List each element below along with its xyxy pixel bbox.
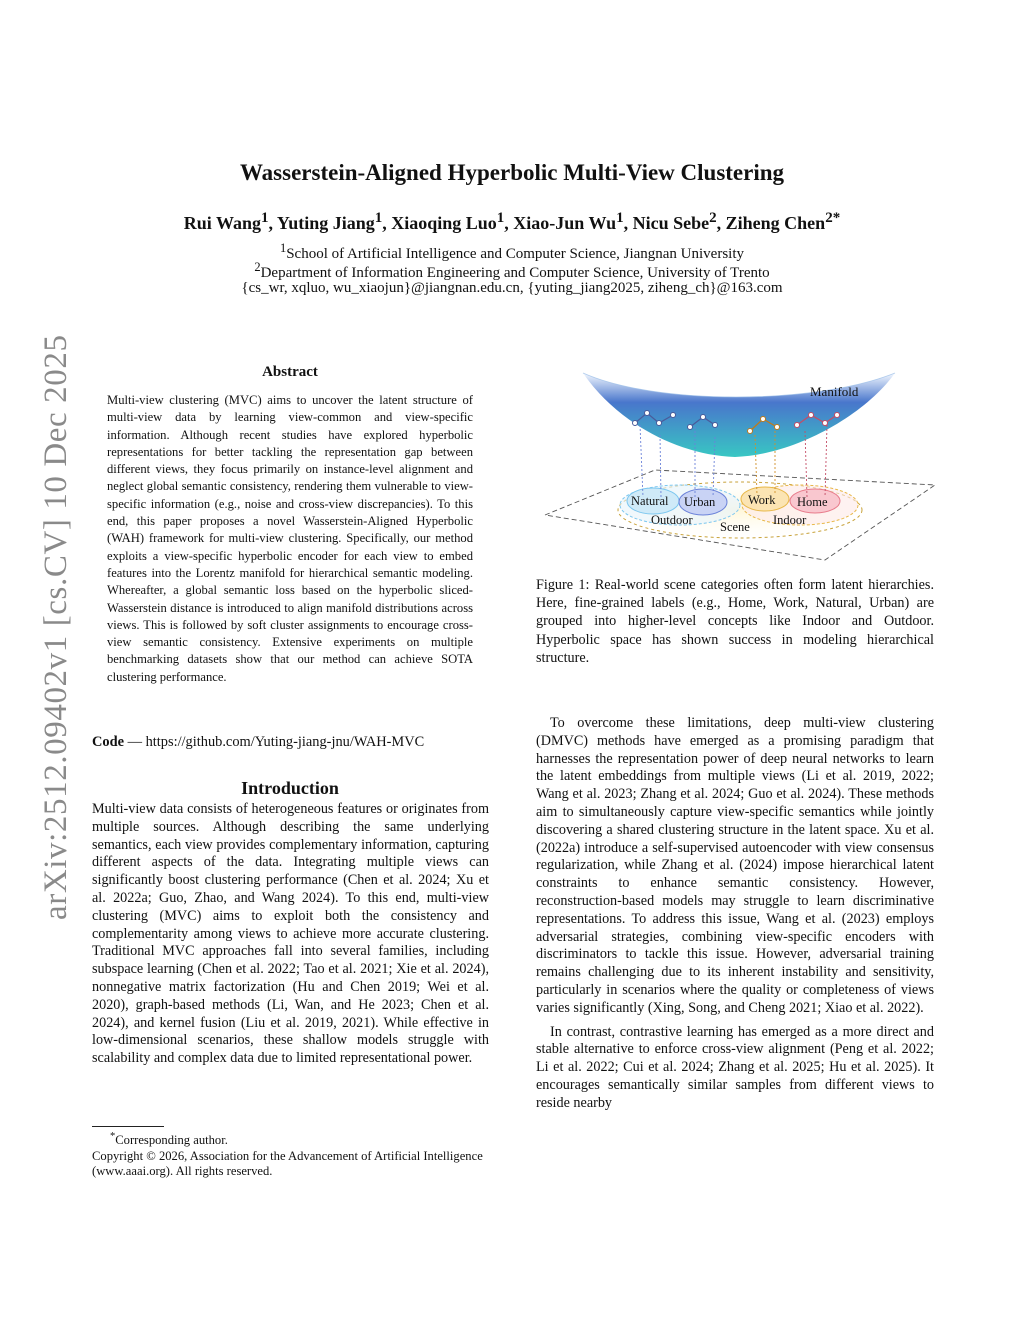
affiliation-text: Department of Information Engineering and Computer Science, University of Trento xyxy=(260,265,770,281)
abstract-body: Multi-view clustering (MVC) aims to uncover the latent structure of multi-view data by learning view-common and view-specific information. Although recent studies have explored hyperbolic representations for better tackling the representation gap between different views, they focus primarily on instance-level alignment and neglect global semantic consistency, rendering them vulnerable to view-specific information (e.g., noise and cross-view discrepancies). To this end, this paper proposes a novel Wasserstein-Aligned Hyperbolic (WAH) framework for multi-view clustering. Specifically, our method exploits a view-specific hyperbolic encoder for each view to embed features into the Lorentz manifold for hierarchical semantic modeling. Whereafter, a global semantic loss based on the hyperbolic sliced-Wasserstein distance is introduced to align manifold distributions across views. This is followed by soft cluster assignments to encourage cross-view semantic consistency. Extensive experiments on multiple benchmarking datasets show that our method can achieve SOTA clustering performance. xyxy=(107,393,473,684)
author: Xiao-Jun Wu xyxy=(513,213,617,233)
code-link-line xyxy=(92,734,502,751)
author: Yuting Jiang xyxy=(276,213,375,233)
author: Ziheng Chen xyxy=(725,213,826,233)
scene-label: Scene xyxy=(720,520,750,534)
work-label: Work xyxy=(748,493,776,507)
footnote-corresponding xyxy=(92,1129,492,1149)
author: Xiaoqing Luo xyxy=(391,213,497,233)
footnote-rule xyxy=(92,1126,164,1127)
affiliation-mark: 1 xyxy=(279,241,287,255)
figure-hierarchy-diagram xyxy=(535,365,940,570)
author: Nicu Sebe xyxy=(632,213,710,233)
author-affil-mark: 2* xyxy=(825,210,841,226)
footnotes xyxy=(92,1129,492,1180)
introduction-body: Multi-view data consists of heterogeneous features or originates from multiple sources. Although describing the same underlying semantics, each view provides complementary information, capturing different aspects of the data. Integrating multiple views can significantly boost clustering performance (Chen et al. 2024; Xu et al. 2022a; Guo, Zhao, and Wang 2024). To this end, multi-view clustering (MVC) aims to exploit both the consistency and complementarity among views to achieve more accurate clustering. Traditional MVC approaches fall into several families, including subspace learning (Chen et al. 2022; Tao et al. 2021; Xie et al. 2024), nonnegative matrix factorization (Hu and Chen 2019; Wei et al. 2020), graph-based methods (Li, Wan, and He 2023; Chen et al. 2024), and kernel fusion (Liu et al. 2019, 2021). While effective in low-dimensional scenarios, these shallow models struggle with scalability and complex data due to limited representational power. xyxy=(92,801,489,1067)
author-affil-mark: 1 xyxy=(496,210,505,226)
figure-caption: Figure 1: Real-world scene categories often form latent hierarchies. Here, fine-grained labels (e.g., Home, Work, Natural, Urban) are grouped into higher-level concepts like Indoor and Outdoor. Hyperbolic space has shown success in modeling hierarchical structure. xyxy=(536,577,934,666)
code-label: Code xyxy=(92,734,124,750)
code-separator: — xyxy=(123,734,146,750)
introduction-heading: Introduction xyxy=(241,778,339,798)
outdoor-label: Outdoor xyxy=(651,513,693,527)
author-list: Rui Wang$^1$, Yuting Jiang$^1$, Xiaoqing Luo$^1$, Xiao-Jun Wu$^1$, Nicu Sebe$^2$, Ziheng Chen$^{2*}$ xyxy=(183,210,841,233)
urban-label: Urban xyxy=(684,495,716,509)
indoor-label: Indoor xyxy=(773,513,807,527)
copyright-notice: Copyright © 2026, Association for the Advancement of Artificial Intelligence (www.aaai.org). All rights reserved. xyxy=(92,1148,483,1179)
author: Rui Wang xyxy=(183,213,261,233)
author-affil-mark: 1 xyxy=(616,210,624,226)
paper-title: Wasserstein-Aligned Hyperbolic Multi-View Clustering xyxy=(239,160,785,185)
home-label: Home xyxy=(797,495,828,509)
paragraph: In contrast, contrastive learning has emerged as a more direct and stable alternative to enforce cross-view alignment (Peng et al. 2022; Li et al. 2022; Cui et al. 2024; Zhang et al. 2025; Hu et al. 2025). It encourages semantically similar samples from different views to reside nearby xyxy=(536,1023,934,1111)
affiliation-mark: 2 xyxy=(254,260,261,274)
paragraph: To overcome these limitations, deep multi-view clustering (DMVC) methods have emerged as a promising paradigm that harnesses the representation power of deep neural networks to learn the latent embeddings from multiple views (Li et al. 2019, 2022; Wang et al. 2023; Zhang et al. 2024; Guo et al. 2024). These methods aim to simultaneously capture view-specific semantics while jointly discovering a shared clustering structure in the latent space. Xu et al. (2022a) introduce a self-supervised autoencoder with view consensus regularization, while Zhang et al. (2024) impose hierarchical latent constraints to enhance semantic consistency. However, reconstruction-based models may struggle to learn discriminative representations. To address this issue, Wang et al. (2023) employs adversarial strategies, combining view-specific encoders with discriminators to tackle this issue. However, adversarial training remains challenging due to its inherent instability and sensitivity, particularly in scenarios where the quality or completeness of views varies significantly (Xing, Song, and Cheng 2021; Xiao et al. 2022). xyxy=(536,715,934,1016)
footnote-text: Corresponding author. xyxy=(115,1133,228,1148)
author-emails: {cs_wr, xqluo, wu_xiaojun}@jiangnan.edu.cn, {yuting_jiang2025, ziheng_ch}@163.com xyxy=(241,280,783,296)
affiliation-2 xyxy=(80,260,944,282)
right-column-body xyxy=(536,715,934,1119)
arxiv-sidebar-stamp: arXiv:2512.09402v1 [cs.CV] 10 Dec 2025 xyxy=(38,334,74,920)
natural-label: Natural xyxy=(631,494,669,508)
footnote-mark: * xyxy=(110,1131,116,1142)
affiliation-text: School of Artificial Intelligence and Computer Science, Jiangnan University xyxy=(286,246,745,262)
manifold-label: Manifold xyxy=(810,384,859,399)
author-affil-mark: 1 xyxy=(261,210,269,226)
author-affil-mark: 1 xyxy=(374,210,383,226)
abstract-heading: Abstract xyxy=(262,364,318,380)
author-affil-mark: 2 xyxy=(709,210,717,226)
code-url[interactable]: https://github.com/Yuting-jiang-jnu/WAH-MVC xyxy=(145,734,425,750)
